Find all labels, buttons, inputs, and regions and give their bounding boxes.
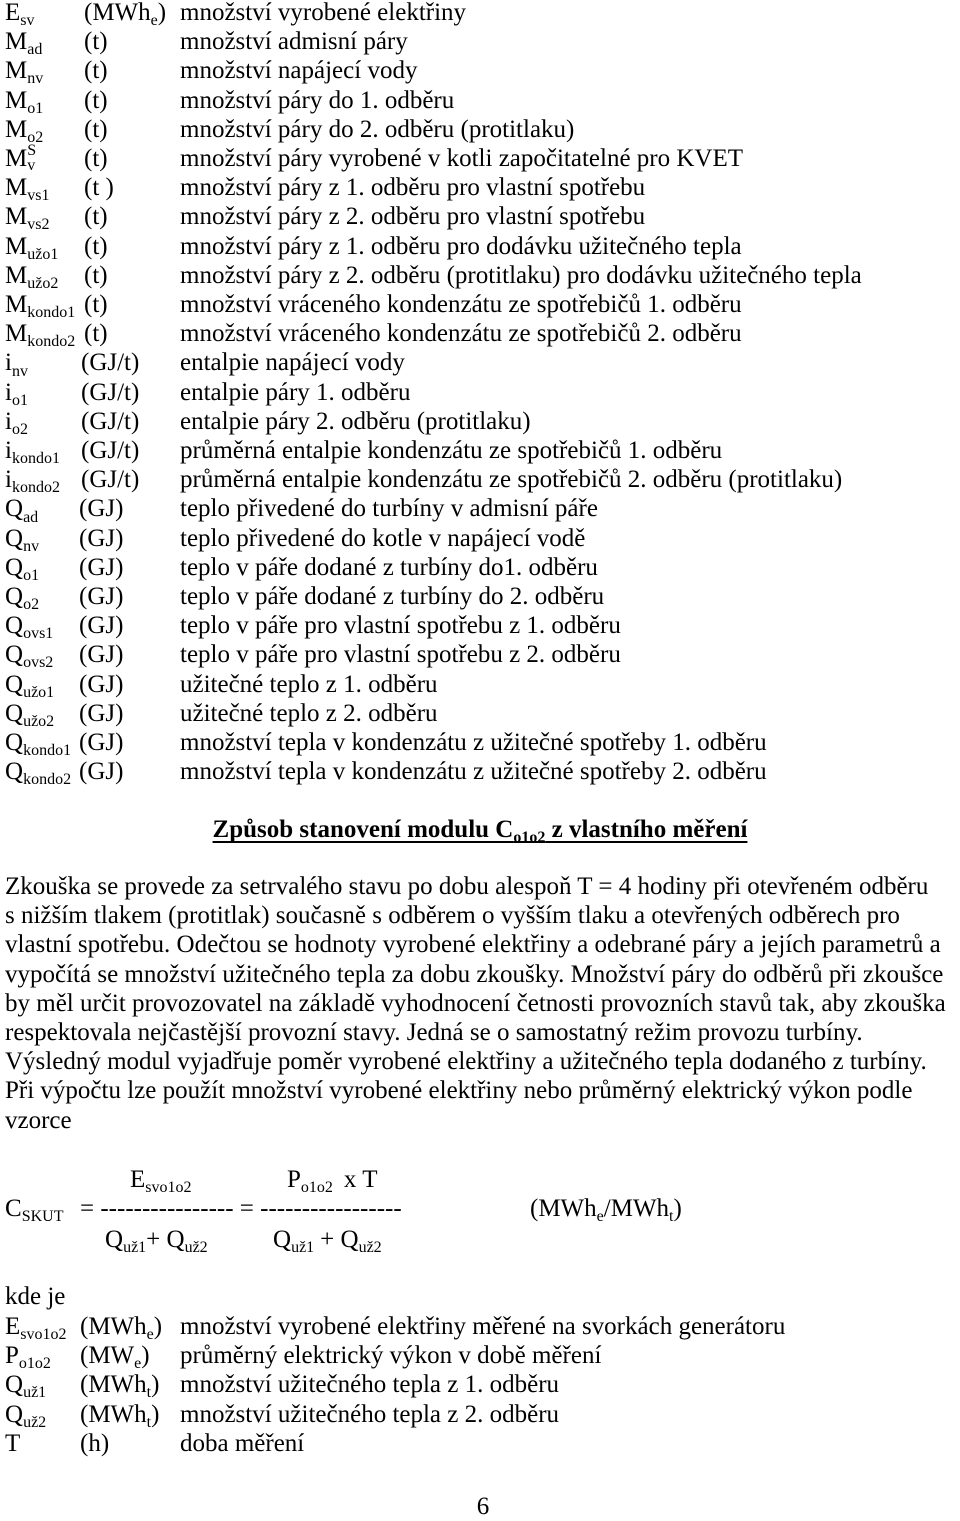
symbol-description: množství vyrobené elektřiny — [180, 0, 467, 26]
symbol-unit — [80, 1370, 160, 1402]
symbol-row — [0, 436, 960, 468]
symbol-unit — [84, 202, 108, 231]
symbol-letter: T — [5, 1429, 21, 1457]
symbol-letter: Q — [5, 524, 24, 552]
symbol-row — [0, 1429, 960, 1458]
symbol-row — [0, 699, 960, 728]
symbol-name — [5, 465, 60, 497]
symbol-row — [0, 670, 960, 699]
symbol-subscript: kondo1 — [27, 303, 76, 321]
unit-text: (t) — [84, 86, 108, 114]
section-heading — [0, 815, 960, 847]
symbol-subscript: ovs2 — [23, 654, 54, 672]
symbol-subscript: užo1 — [27, 245, 59, 263]
unit-closing: ) — [141, 1342, 150, 1370]
symbol-name — [5, 582, 40, 614]
unit-text: (GJ) — [79, 495, 124, 523]
symbol-description: množství užitečného tepla z 2. odběru — [180, 1400, 560, 1428]
symbol-name — [5, 436, 60, 468]
symbol-subscript: vs1 — [27, 187, 50, 205]
symbol-name — [5, 1312, 67, 1344]
symbol-letter: M — [5, 144, 28, 172]
symbol-letter: Q — [5, 699, 24, 727]
unit-text: (GJ/t) — [81, 436, 140, 464]
symbol-letter: Q — [5, 758, 24, 786]
symbol-subscript: nv — [11, 362, 28, 380]
symbol-row — [0, 261, 960, 290]
symbol-subscript: ad — [23, 508, 39, 526]
symbol-row — [0, 1400, 960, 1429]
symbol-description: množství vráceného kondenzátu ze spotřebičů 1. odběru — [180, 290, 742, 318]
symbol-name — [5, 553, 39, 582]
symbol-subscript: svo1o2 — [20, 1326, 67, 1344]
symbol-letter: Q — [5, 612, 24, 640]
symbol-unit — [79, 670, 123, 699]
symbol-unit — [79, 699, 123, 728]
symbol-name — [5, 524, 39, 553]
symbol-unit — [79, 728, 123, 757]
formula-legend — [0, 1312, 960, 1458]
symbol-row — [0, 757, 960, 789]
symbol-unit — [79, 611, 123, 640]
symbol-letter: i — [5, 349, 12, 377]
symbol-letter: E — [5, 0, 21, 26]
symbol-letter: Q — [5, 553, 24, 581]
unit-text: (GJ) — [79, 641, 124, 669]
symbol-row — [0, 494, 960, 526]
symbol-description: množství tepla v kondenzátu z užitečné spotřeby 2. odběru — [180, 758, 767, 786]
symbol-unit — [79, 524, 123, 553]
symbol-list-enthalpy — [0, 348, 960, 497]
symbol-row — [0, 56, 960, 88]
symbol-name — [5, 728, 71, 757]
symbol-name — [5, 27, 43, 59]
symbol-row — [0, 173, 960, 205]
symbol-subscript: kondo1 — [23, 742, 72, 759]
symbol-name — [5, 202, 50, 234]
symbol-unit — [84, 319, 108, 348]
paragraph-line: Při výpočtu lze použít množství vyrobené elektřiny nebo průměrný elektrický výkon podle — [5, 1077, 913, 1105]
unit-text: (t) — [84, 320, 108, 348]
formula-plus-term: + Q — [320, 1226, 359, 1253]
symbol-description: užitečné teplo z 1. odběru — [180, 670, 438, 698]
symbol-letter: M — [5, 232, 28, 260]
paragraph-line: Zkouška se provede za setrvalého stavu po dobu alespoň T = 4 hodiny při otevřeném odběru — [5, 873, 929, 900]
unit-closing: ) — [153, 1313, 163, 1340]
formula-numerator-2 — [287, 1165, 378, 1197]
symbol-subscript: užo1 — [23, 683, 55, 701]
unit-text: (t) — [84, 232, 108, 260]
symbol-unit — [81, 378, 139, 407]
unit-text: (t) — [84, 261, 108, 289]
symbol-description: množství páry do 1. odběru — [180, 86, 455, 114]
symbol-row — [0, 348, 960, 380]
symbol-name — [5, 56, 44, 88]
symbol-row — [0, 728, 960, 757]
heading-tail: z vlastního měření — [545, 816, 748, 843]
symbol-description: teplo v páře pro vlastní spotřebu z 1. odběru — [180, 612, 621, 640]
formula-symbol: P — [287, 1166, 301, 1193]
symbol-row — [0, 115, 960, 144]
symbol-name — [5, 699, 54, 728]
formula-denominator-2 — [273, 1225, 382, 1257]
symbol-description: průměrná entalpie kondenzátu ze spotřebičů 1. odběru — [180, 436, 723, 464]
unit-subscript: e — [150, 12, 158, 30]
symbol-subscript: vs2 — [27, 216, 50, 234]
unit-text: (MWh — [80, 1313, 147, 1340]
symbol-row — [0, 290, 960, 319]
formula-symbol: C — [5, 1195, 22, 1222]
symbol-unit — [79, 494, 123, 523]
symbol-unit — [84, 115, 108, 144]
paragraph-line: by měl určit provozovatel na základě vyhodnocení četnosti provozních stavů tak, aby zkouška — [5, 989, 946, 1017]
symbol-row — [0, 0, 960, 30]
symbol-name — [5, 494, 39, 526]
symbol-description: doba měření — [180, 1429, 305, 1457]
paragraph-line: respektovala nejčastější provozní stavy. Jedná se o samostatný režim provozu turbíny. — [5, 1018, 863, 1046]
symbol-name — [5, 640, 54, 672]
symbol-description: množství páry z 1. odběru pro dodávku užitečného tepla — [180, 232, 742, 260]
unit-text: (GJ) — [79, 670, 124, 698]
symbol-description: teplo v páře pro vlastní spotřebu z 2. odběru — [180, 641, 621, 669]
symbol-letter: i — [5, 436, 12, 464]
formula-symbol: Q — [105, 1226, 124, 1253]
symbol-subscript: ad — [27, 41, 43, 59]
symbol-letter: i — [5, 466, 12, 494]
unit-text: /MWh — [603, 1195, 670, 1222]
symbol-row — [0, 27, 960, 59]
symbol-unit — [79, 640, 123, 669]
symbol-name — [5, 290, 75, 319]
symbol-unit — [84, 56, 108, 85]
symbol-description: množství admisní páry — [180, 28, 408, 56]
formula-subscript: SKUT — [21, 1208, 64, 1226]
symbol-subscript: nv — [27, 70, 44, 88]
symbol-description: entalpie páry 1. odběru — [180, 378, 411, 406]
symbol-unit — [80, 1400, 159, 1429]
symbol-description: množství tepla v kondenzátu z užitečné spotřeby 1. odběru — [180, 728, 767, 756]
unit-text: (MWh — [80, 1371, 147, 1399]
symbol-subscript: o1o2 — [18, 1355, 51, 1373]
formula-subscript: o1o2 — [300, 1179, 333, 1197]
symbol-unit — [80, 1312, 163, 1344]
symbol-description: průměrná entalpie kondenzátu ze spotřebičů 2. odběru (protitlaku) — [180, 466, 843, 494]
symbol-letter: i — [5, 407, 12, 435]
unit-text: (t) — [84, 57, 108, 85]
symbol-subscript: užo2 — [27, 274, 59, 292]
symbol-row — [0, 611, 960, 643]
symbol-row — [0, 141, 960, 174]
symbol-unit — [79, 582, 123, 611]
formula-plus-term: + Q — [146, 1226, 185, 1253]
symbol-description: množství vráceného kondenzátu ze spotřebičů 2. odběru — [180, 320, 742, 348]
heading-subscript: o1o2 — [513, 829, 546, 847]
symbol-subscript: o1 — [11, 391, 28, 409]
symbol-letter: M — [5, 261, 28, 289]
paragraph-line: vzorce — [5, 1106, 72, 1134]
symbol-description: teplo přivedené do kotle v napájecí vodě — [180, 524, 586, 552]
formula-subscript: už1 — [291, 1239, 315, 1257]
unit-text: (GJ/t) — [81, 349, 140, 377]
unit-text: (MW — [80, 1342, 135, 1370]
symbol-description: množství páry z 1. odběru pro vlastní spotřebu — [180, 174, 646, 202]
formula-symbol: E — [130, 1166, 146, 1193]
symbol-unit — [84, 0, 167, 30]
symbol-row — [0, 1312, 960, 1344]
formula-multiplier: x T — [343, 1166, 378, 1193]
formula-subscript: už2 — [184, 1239, 208, 1257]
formula-symbol: Q — [273, 1226, 292, 1253]
symbol-subscript: kondo1 — [11, 450, 60, 468]
body-paragraph — [5, 872, 955, 1135]
symbol-row — [0, 319, 960, 351]
symbol-superscript: S — [27, 141, 37, 159]
unit-text: (t) — [84, 203, 108, 231]
unit-subscript: e — [146, 1326, 154, 1344]
symbol-letter: P — [5, 1342, 19, 1370]
unit-subscript: e — [596, 1208, 604, 1226]
symbol-unit — [79, 553, 123, 582]
unit-text: (MWh — [84, 0, 151, 26]
symbol-unit — [80, 1341, 150, 1373]
symbol-letter: Q — [5, 641, 24, 669]
symbol-letter: i — [5, 378, 12, 406]
symbol-subscript: o2 — [11, 420, 28, 438]
symbol-unit — [81, 436, 139, 465]
unit-text: (GJ) — [79, 728, 124, 756]
symbol-subscript: o1 — [23, 566, 40, 584]
formula-subscript: už1 — [123, 1239, 147, 1257]
symbol-name — [5, 115, 43, 144]
symbol-name — [5, 407, 28, 436]
unit-text: (t) — [84, 144, 108, 172]
symbol-subscript: kondo2 — [27, 333, 76, 351]
heading-main: Způsob stanovení modulu C — [212, 816, 514, 843]
unit-text: (GJ) — [79, 553, 124, 581]
symbol-subscript: kondo2 — [23, 771, 72, 789]
symbol-unit — [81, 348, 139, 377]
symbol-letter: E — [5, 1313, 21, 1340]
symbol-subscript: ovs1 — [23, 625, 54, 643]
unit-subscript: t — [669, 1208, 674, 1226]
symbol-letter: Q — [5, 1371, 24, 1399]
symbol-row — [0, 407, 960, 436]
unit-closing: ) — [157, 0, 167, 26]
symbol-description: množství páry do 2. odběru (protitlaku) — [180, 115, 575, 143]
symbol-subscript: kondo2 — [11, 479, 60, 497]
symbol-letter: M — [5, 115, 28, 143]
symbol-row — [0, 524, 960, 553]
unit-text: (MWh — [530, 1195, 597, 1222]
symbol-name — [5, 0, 35, 30]
formula-unit — [530, 1194, 682, 1226]
symbol-row — [0, 202, 960, 234]
symbol-row — [0, 1341, 960, 1373]
symbol-description: teplo v páře dodané z turbíny do 2. odběru — [180, 582, 605, 610]
unit-text: (MWh — [80, 1400, 147, 1428]
symbol-unit — [84, 261, 108, 290]
unit-text: (t) — [84, 28, 108, 56]
symbol-description: množství napájecí vody — [180, 57, 418, 85]
formula-subscript: už2 — [358, 1239, 382, 1257]
symbol-name — [5, 757, 72, 789]
symbol-letter: M — [5, 57, 28, 85]
symbol-description: množství páry z 2. odběru pro vlastní spotřebu — [180, 203, 646, 231]
symbol-description: množství vyrobené elektřiny měřené na svorkách generátoru — [180, 1313, 786, 1340]
unit-text: (t) — [84, 115, 108, 143]
symbol-list-mass — [0, 0, 960, 351]
formula-numerator-1 — [130, 1165, 192, 1197]
unit-text: (GJ/t) — [81, 378, 140, 406]
paragraph-line: Výsledný modul vyjadřuje poměr vyrobené elektřiny a užitečného tepla dodaného z turbíny. — [5, 1048, 927, 1076]
symbol-row — [0, 378, 960, 407]
symbol-name — [5, 611, 54, 643]
unit-text: (h) — [80, 1429, 110, 1457]
symbol-row — [0, 465, 960, 497]
symbol-name — [5, 86, 43, 115]
symbol-letter: M — [5, 28, 28, 56]
formula-subscript: svo1o2 — [145, 1179, 192, 1197]
symbol-list-heat — [0, 494, 960, 789]
symbol-name — [5, 1341, 51, 1373]
formula-denominator-1 — [105, 1225, 208, 1257]
page-number: 6 — [476, 1493, 490, 1520]
symbol-subscript: o2 — [23, 596, 40, 614]
symbol-letter: M — [5, 86, 28, 114]
paragraph-line: s nižším tlakem (protitlak) současně s odběrem o vyšším tlaku a otevřených odběrech pro — [5, 902, 900, 930]
symbol-name — [5, 232, 58, 261]
symbol-subscript: sv — [20, 12, 35, 30]
symbol-row — [0, 640, 960, 672]
symbol-row — [0, 86, 960, 115]
symbol-letter: Q — [5, 728, 24, 756]
symbol-unit — [81, 407, 139, 436]
unit-closing: ) — [151, 1371, 160, 1399]
symbol-name — [5, 670, 54, 699]
symbol-row — [0, 553, 960, 582]
unit-text: (GJ) — [79, 699, 124, 727]
symbol-letter: M — [5, 290, 28, 318]
unit-text: (GJ) — [79, 582, 124, 610]
unit-text: (GJ/t) — [81, 466, 140, 494]
formula-fraction-bars: = ---------------- = ----------------- — [80, 1195, 402, 1222]
unit-text: (GJ) — [79, 758, 124, 786]
symbol-row — [0, 1370, 960, 1402]
symbol-name — [5, 1400, 46, 1429]
symbol-row — [0, 582, 960, 614]
symbol-unit — [84, 86, 108, 115]
symbol-subscript: o2 — [27, 128, 44, 146]
unit-text: (GJ/t) — [81, 407, 140, 435]
section-heading-text — [212, 816, 748, 847]
unit-closing: ) — [151, 1400, 160, 1428]
symbol-description: entalpie páry 2. odběru (protitlaku) — [180, 407, 531, 435]
symbol-letter: M — [5, 320, 28, 348]
symbol-unit — [81, 465, 139, 494]
unit-subscript: e — [134, 1355, 142, 1373]
unit-text: (GJ) — [79, 612, 124, 640]
symbol-description: průměrný elektrický výkon v době měření — [180, 1342, 602, 1370]
symbol-description: teplo v páře dodané z turbíny do1. odběru — [180, 553, 598, 581]
symbol-description: množství páry z 2. odběru (protitlaku) pro dodávku užitečného tepla — [180, 261, 862, 289]
formula-lhs — [5, 1194, 64, 1226]
symbol-description: entalpie napájecí vody — [180, 349, 405, 377]
symbol-unit — [84, 27, 108, 56]
symbol-subscript: už2 — [23, 1413, 47, 1431]
symbol-description: teplo přivedené do turbíny v admisní páře — [180, 495, 598, 523]
symbol-letter: M — [5, 174, 28, 202]
symbol-subscript: nv — [23, 537, 40, 555]
symbol-unit — [84, 290, 108, 319]
symbol-unit — [84, 232, 108, 261]
symbol-letter: Q — [5, 495, 24, 523]
symbol-letter: Q — [5, 1400, 24, 1428]
unit-closing: ) — [673, 1195, 682, 1222]
symbol-subscript: v — [27, 156, 36, 174]
symbol-name — [5, 141, 37, 174]
symbol-subscript: užo2 — [23, 712, 55, 730]
unit-subscript: t — [146, 1384, 152, 1402]
symbol-name — [5, 1429, 20, 1458]
symbol-name — [5, 378, 28, 407]
paragraph-line: vlastní spotřebu. Odečtou se hodnoty vyrobené elektřiny a odebrané páry a jejích parametrů a — [5, 931, 941, 959]
symbol-description: množství páry vyrobené v kotli započitatelné pro KVET — [180, 144, 744, 172]
symbol-unit — [80, 1429, 109, 1458]
symbol-unit — [79, 757, 123, 786]
symbol-unit — [84, 144, 108, 173]
symbol-unit — [84, 173, 114, 202]
symbol-subscript: o1 — [27, 99, 44, 117]
unit-text: (t) — [84, 290, 108, 318]
symbol-letter: M — [5, 203, 28, 231]
symbol-letter: Q — [5, 582, 24, 610]
symbol-name — [5, 1370, 47, 1402]
paragraph-line: vypočítá se množství užitečného tepla za dobu zkoušky. Množství páry do odběrů při zkoušce — [5, 960, 944, 988]
legend-intro: kde je — [5, 1283, 66, 1310]
symbol-description: užitečné teplo z 2. odběru — [180, 699, 438, 727]
unit-text: (t ) — [84, 174, 114, 202]
symbol-name — [5, 261, 58, 290]
symbol-row — [0, 232, 960, 261]
symbol-name — [5, 348, 28, 380]
symbol-name — [5, 319, 76, 351]
unit-subscript: t — [146, 1413, 152, 1431]
symbol-description: množství užitečného tepla z 1. odběru — [180, 1371, 560, 1399]
unit-text: (GJ) — [79, 524, 124, 552]
symbol-name — [5, 173, 50, 205]
symbol-subscript: už1 — [23, 1384, 47, 1402]
symbol-letter: Q — [5, 670, 24, 698]
